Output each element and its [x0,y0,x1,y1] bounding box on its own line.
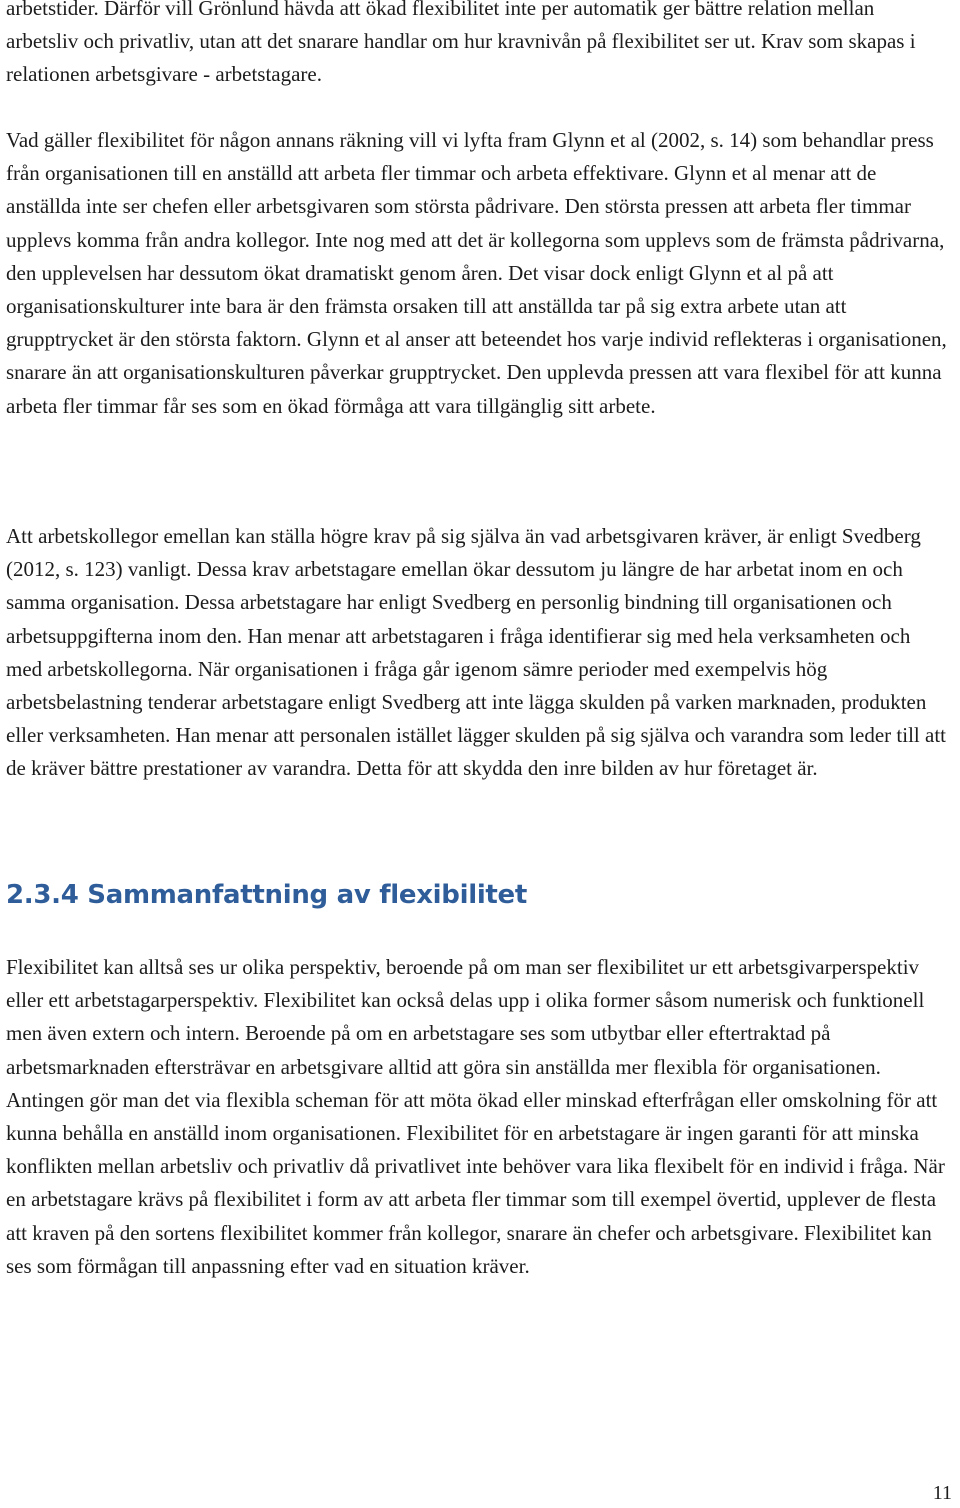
paragraph-summary: Flexibilitet kan alltså ses ur olika perspektiv, beroende på om man ser flexibilitet ur ett arbetsgivarperspektiv eller ett arbetstagarperspektiv. Flexibilitet kan också delas upp i olika former såsom numerisk och funktionell men även extern och intern. Beroende på om en arbetstagare ses som utbytbar eller eftertraktad på arbetsmarknaden eftersträvar en arbetsgivare alltid att göra sin anställda mer flexibla för organisationen. Antingen gör man det via flexibla scheman för att möta ökad eller minskad efterfrågan eller omskolning för att kunna behålla en anställd inom organisationen. Flexibilitet för en arbetstagare är ingen garanti för att minska konflikten mellan arbetsliv och privatliv då privatlivet inte behöver vara lika flexibelt för en individ i fråga. När en arbetstagare krävs på flexibilitet i form av att arbeta fler timmar som till exempel övertid, upplever de flesta att kraven på den sortens flexibilitet kommer från kollegor, snarare än chefer och arbetsgivare. Flexibilitet kan ses som förmågan till anpassning efter vad en situation kräver. [6,955,945,1278]
paragraph-glynn: Vad gäller flexibilitet för någon annans räkning vill vi lyfta fram Glynn et al (2002, s. 14) som behandlar press från organisationen till en anställd att arbeta fler timmar och arbeta effektivare. Glynn et al menar att de anställda inte ser chefen eller arbetsgivaren som största pådrivare. Den största pressen att arbeta fler timmar upplevs komma från andra kollegor. Inte nog med att det är kollegorna som upplevs som de främsta pådrivarna, den upplevelsen har dessutom ökat dramatiskt genom åren. Det visar dock enligt Glynn et al på att organisationskulturer inte bara är den främsta orsaken till att anställda tar på sig extra arbete utan att grupptrycket är den största faktorn. Glynn et al anser att beteendet hos varje individ reflekteras i organisationen, snarare än att organisationskulturen påverkar grupptrycket. Den upplevda pressen att vara flexibel för att kunna arbeta fler timmar får ses som en ökad förmåga att vara tillgänglig sitt arbete. [6,128,947,418]
section-heading: 2.3.4 Sammanfattning av flexibilitet [6,880,528,910]
paragraph-svedberg: Att arbetskollegor emellan kan ställa högre krav på sig själva än vad arbetsgivaren kräver, är enligt Svedberg (2012, s. 123) vanligt. Dessa krav arbetstagare emellan ökar dessutom ju längre de har arbetat inom en och samma organisation. Dessa arbetstagare har enligt Svedberg en personlig bindning till organisationen och arbetsuppgifterna inom den. Han menar att arbetstagaren i fråga identifierar sig med hela verksamheten och med arbetskollegorna. När organisationen i fråga går igenom sämre perioder med exempelvis hög arbetsbelastning tenderar arbetstagare enligt Svedberg att inte lägga skulden på varken marknaden, produkten eller verksamheten. Han menar att personalen istället lägger skulden på sig själva och varandra som leder till att de kräver bättre prestationer av varandra. Detta för att skydda den inre bilden av hur företaget är. [6,524,946,781]
paragraph-continuation: arbetstider. Därför vill Grönlund hävda att ökad flexibilitet inte per automatik ger bättre relation mellan arbetsliv och privatliv, utan att det snarare handlar om hur kravnivån på flexibilitet ser ut. Krav som skapas i relationen arbetsgivare - arbetstagare. [6,0,916,87]
page-number: 11 [932,1482,952,1504]
